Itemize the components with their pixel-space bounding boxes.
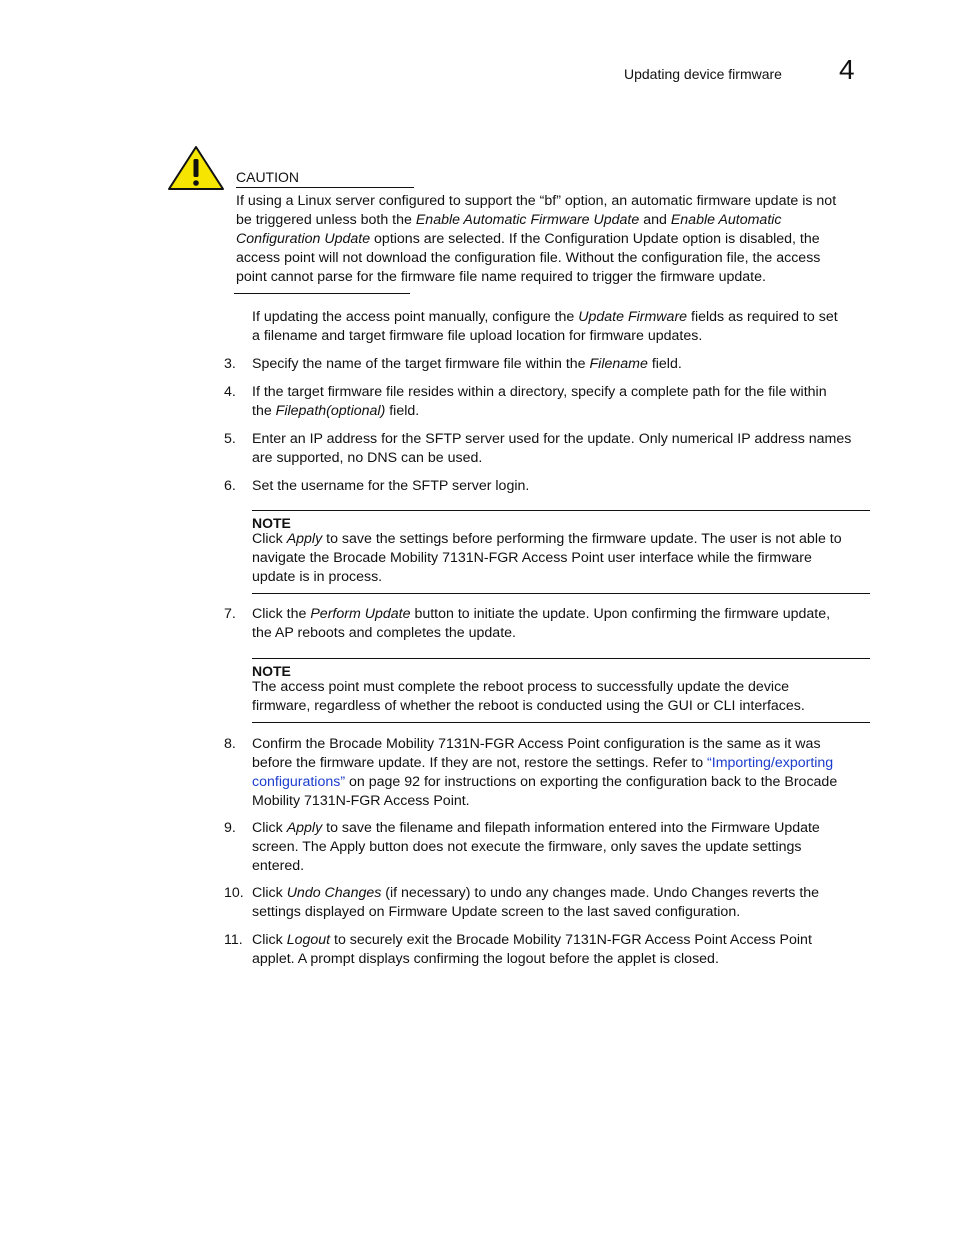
step-number: 9. (224, 820, 236, 836)
note-2-label: NOTE (252, 663, 291, 679)
step-number: 6. (224, 478, 236, 494)
note-1-label: NOTE (252, 515, 291, 531)
step-number: 8. (224, 736, 236, 752)
note-2-top-rule (252, 658, 870, 659)
chapter-number: 4 (839, 54, 855, 85)
note-2-text: The access point must complete the reboot process to successfully update the device firmware, regardless of whether the reboot is conducted using the GUI or CLI interfaces. (252, 679, 805, 714)
running-header-title: Updating device firmware (624, 66, 782, 82)
step-11-text: Click Logout to securely exit the Brocade Mobility 7131N-FGR Access Point Access Point applet. A prompt displays confirming the logout before the applet is closed. (252, 932, 812, 967)
caution-bottom-rule (234, 293, 410, 294)
note-2-bottom-rule (252, 722, 870, 723)
caution-text: If using a Linux server configured to support the “bf” option, an automatic firmware update is not be triggered unless both the Enable Automatic Firmware Update and Enable Automatic Configuration Update options are selected. If the Configuration Update option is disabled, the access point will not download the configuration file. Without the configuration file, the access point cannot parse for the firmware file name required to trigger the firmware update. (236, 193, 837, 285)
step-9-text: Click Apply to save the filename and filepath information entered into the Firmware Update screen. The Apply button does not execute the firmware, only saves the update settings entered. (252, 820, 820, 874)
note-1-top-rule (252, 510, 870, 511)
note-1-bottom-rule (252, 593, 870, 594)
step-number: 7. (224, 606, 236, 622)
step-5-text: Enter an IP address for the SFTP server used for the update. Only numerical IP address names are supported, no DNS can be used. (252, 431, 852, 466)
step-number: 11. (224, 932, 243, 948)
step-number: 10. (224, 885, 244, 901)
step-number: 5. (224, 431, 236, 447)
caution-label: CAUTION (236, 169, 299, 185)
step-number: 4. (224, 384, 236, 400)
step-3-text: Specify the name of the target firmware file within the Filename field. (252, 356, 682, 372)
note-1-text: Click Apply to save the settings before performing the firmware update. The user is not able to navigate the Brocade Mobility 7131N-FGR Access Point user interface while the firmware update is in process. (252, 531, 842, 585)
intro-paragraph: If updating the access point manually, configure the Update Firmware fields as required to set a filename and target firmware file upload location for firmware updates. (252, 309, 838, 344)
configurations-link[interactable]: configurations” (252, 774, 346, 790)
step-7-text: Click the Perform Update button to initiate the update. Upon confirming the firmware update, the AP reboots and completes the update. (252, 606, 831, 641)
importing-exporting-link[interactable]: “Importing/exporting (707, 755, 834, 771)
step-8-text: Confirm the Brocade Mobility 7131N-FGR Access Point configuration is the same as it was before the firmware update. If they are not, restore the settings. Refer to “Importing/exporting configurations” on page 92 for instructions on exporting the configuration back to the Brocade Mobility 7131N-FGR Access Point. (252, 736, 838, 809)
step-6-text: Set the username for the SFTP server login. (252, 478, 530, 494)
step-number: 3. (224, 356, 236, 372)
step-4-text: If the target firmware file resides within a directory, specify a complete path for the file within the Filepath(optional) field. (252, 384, 827, 419)
step-10-text: Click Undo Changes (if necessary) to undo any changes made. Undo Changes reverts the settings displayed on Firmware Update screen to the last saved configuration. (252, 885, 820, 920)
caution-top-rule (236, 187, 414, 188)
caution-warning-icon (167, 145, 225, 191)
